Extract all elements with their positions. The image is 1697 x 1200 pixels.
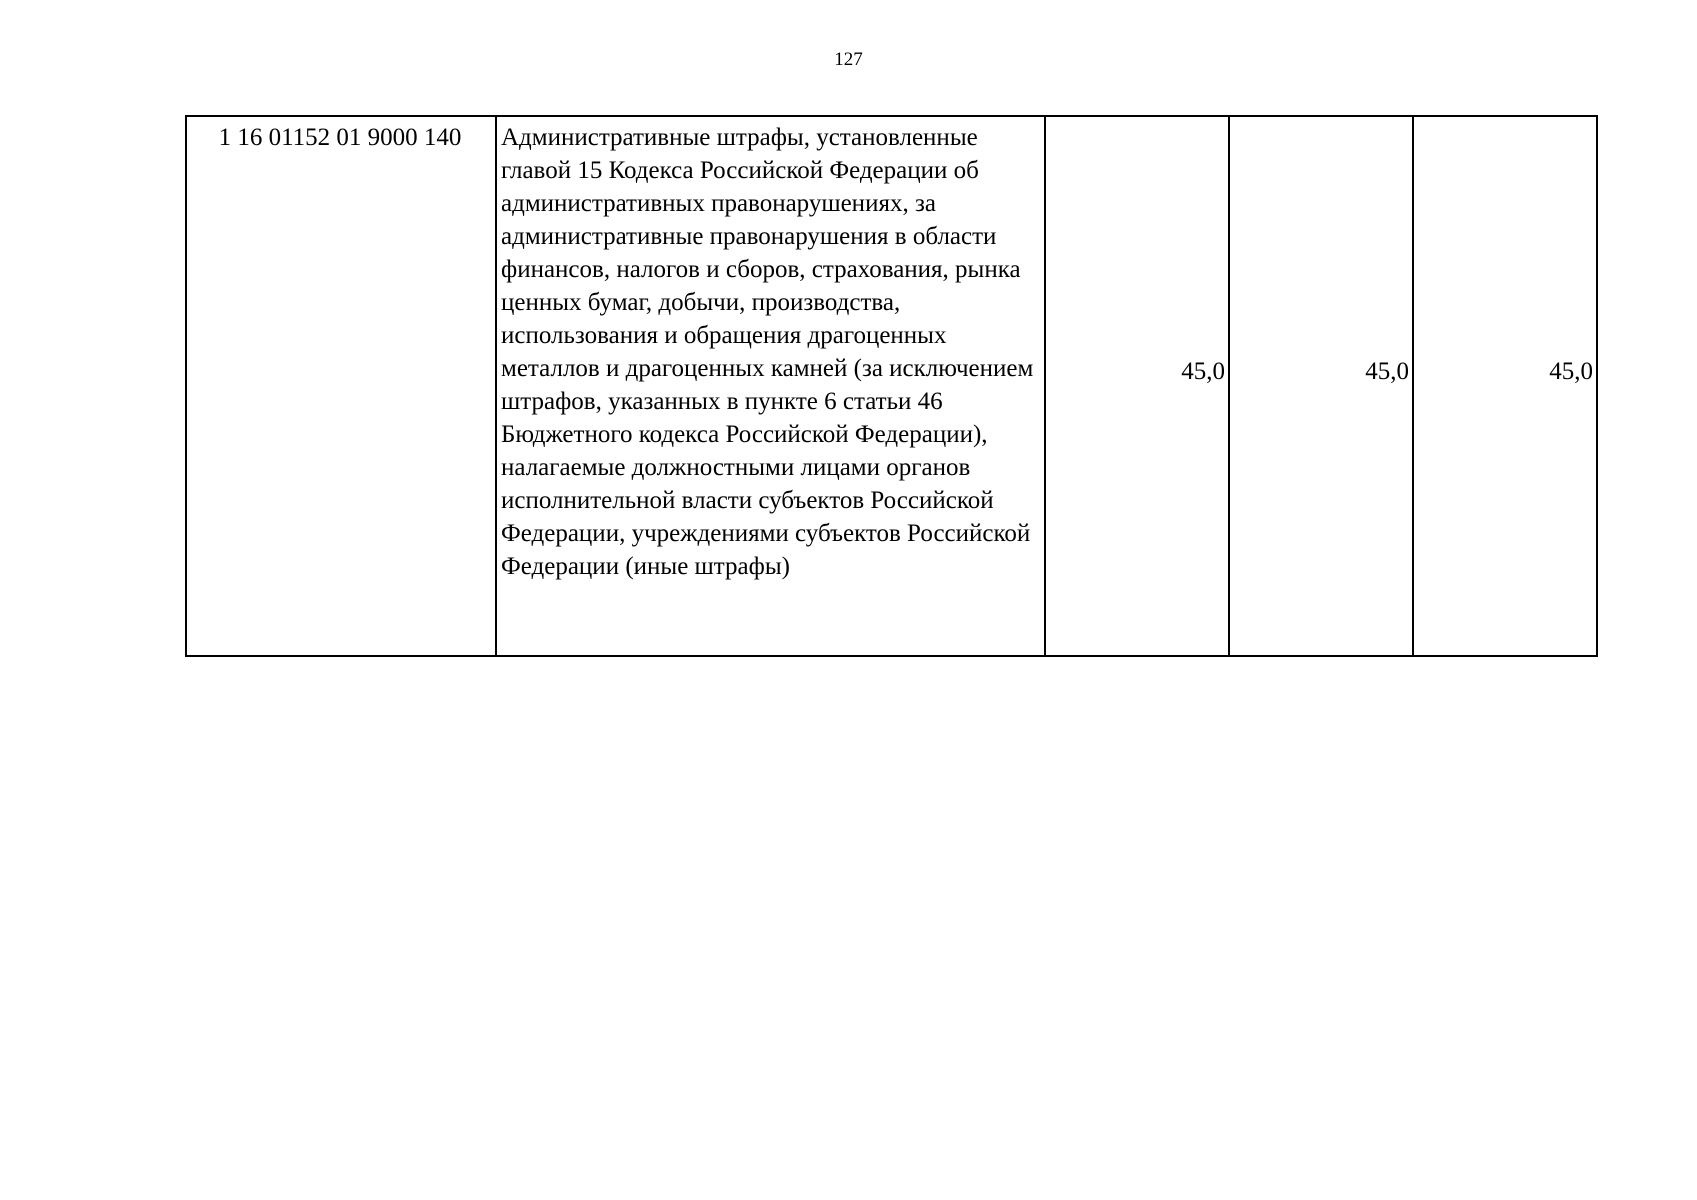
budget-code-cell: 1 16 01152 01 9000 140 <box>186 116 496 656</box>
description-cell: Административные штрафы, установленные главой 15 Кодекса Российской Федерации об административных правонарушениях, за административные правонарушения в области финансов, налогов и сборов, страхования, рынка ценных бумаг, добычи, производства, использования и обращения драгоценных металлов и драгоценных камней (за исключением штрафов, указанных в пункте 6 статьи 46 Бюджетного кодекса Российской Федерации), налагаемые должностными лицами органов исполнительной власти субъектов Российской Федерации, учреждениями субъектов Российской Федерации (иные штрафы) <box>496 116 1045 656</box>
value-cell-year-1: 45,0 <box>1045 116 1229 656</box>
table-row <box>186 116 1597 656</box>
value-cell-year-2: 45,0 <box>1229 116 1413 656</box>
budget-table <box>185 115 1598 657</box>
value-cell-year-3: 45,0 <box>1413 116 1597 656</box>
page-number: 127 <box>834 49 863 70</box>
